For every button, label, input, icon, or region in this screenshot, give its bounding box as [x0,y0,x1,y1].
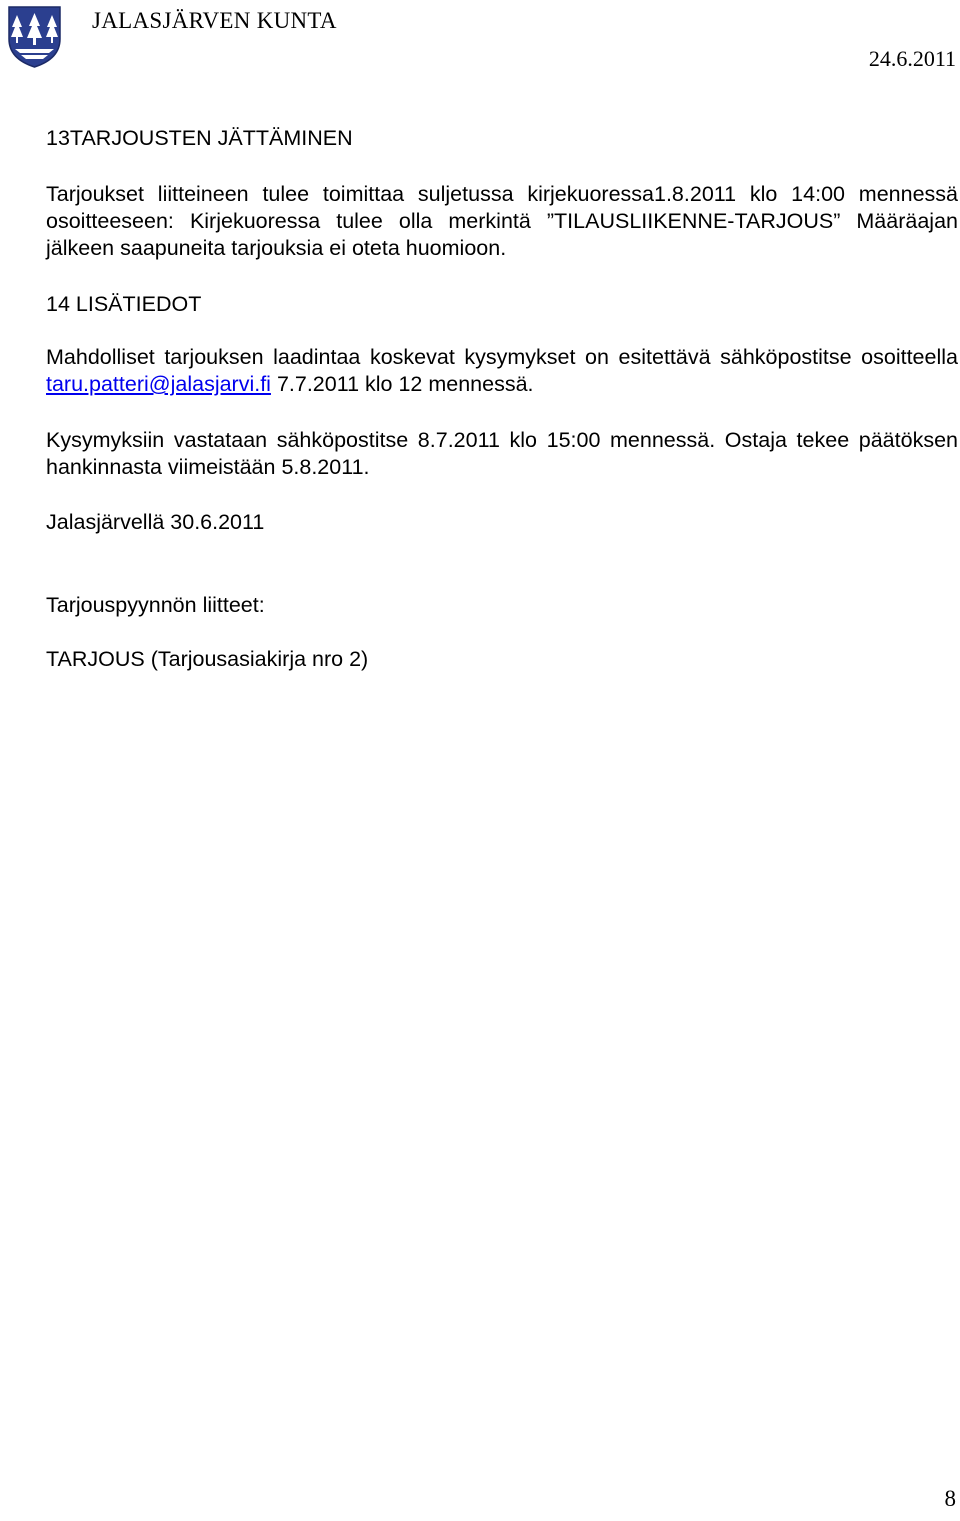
page-number: 8 [944,1486,956,1511]
attachment-item: TARJOUS (Tarjousasiakirja nro 2) [46,647,369,671]
attachments-label: Tarjouspyynnön liitteet: [46,593,265,617]
section-13-paragraph: Tarjoukset liitteineen tulee toimittaa suljetussa kirjekuoressa1.8.2011 klo 14:00 mennessä osoitteeseen: Kirjekuoressa tulee olla merkintä ”TILAUSLIIKENNE-TARJOUS” Määräajan jälkeen saapuneita tarjouksia ei oteta huomioon. [46,182,958,260]
section-14-heading: 14 LISÄTIEDOT [46,292,202,316]
section-14-paragraph-1 [46,344,958,398]
section-14-paragraph-1-end: 7.7.2011 klo 12 mennessä. [270,372,534,396]
document-date: 24.6.2011 [868,46,956,71]
section-14-paragraph-2: Kysymyksiin vastataan sähköpostitse 8.7.2011 klo 15:00 mennessä. Ostaja tekee päätöksen hankinnasta viimeistään 5.8.2011. [46,428,958,479]
contact-email-link[interactable]: taru.patteri@jalasjarvi.fi [46,372,271,396]
municipal-coat-of-arms-icon [7,5,62,68]
section-14-paragraph-1-start: Mahdolliset tarjouksen laadintaa koskevat kysymykset on esitettävä sähköpostitse osoitteella [46,345,958,369]
section-13-heading: 13TARJOUSTEN JÄTTÄMINEN [46,126,353,150]
signature-line: Jalasjärvellä 30.6.2011 [46,510,265,534]
organization-name: JALASJÄRVEN KUNTA [92,8,337,33]
